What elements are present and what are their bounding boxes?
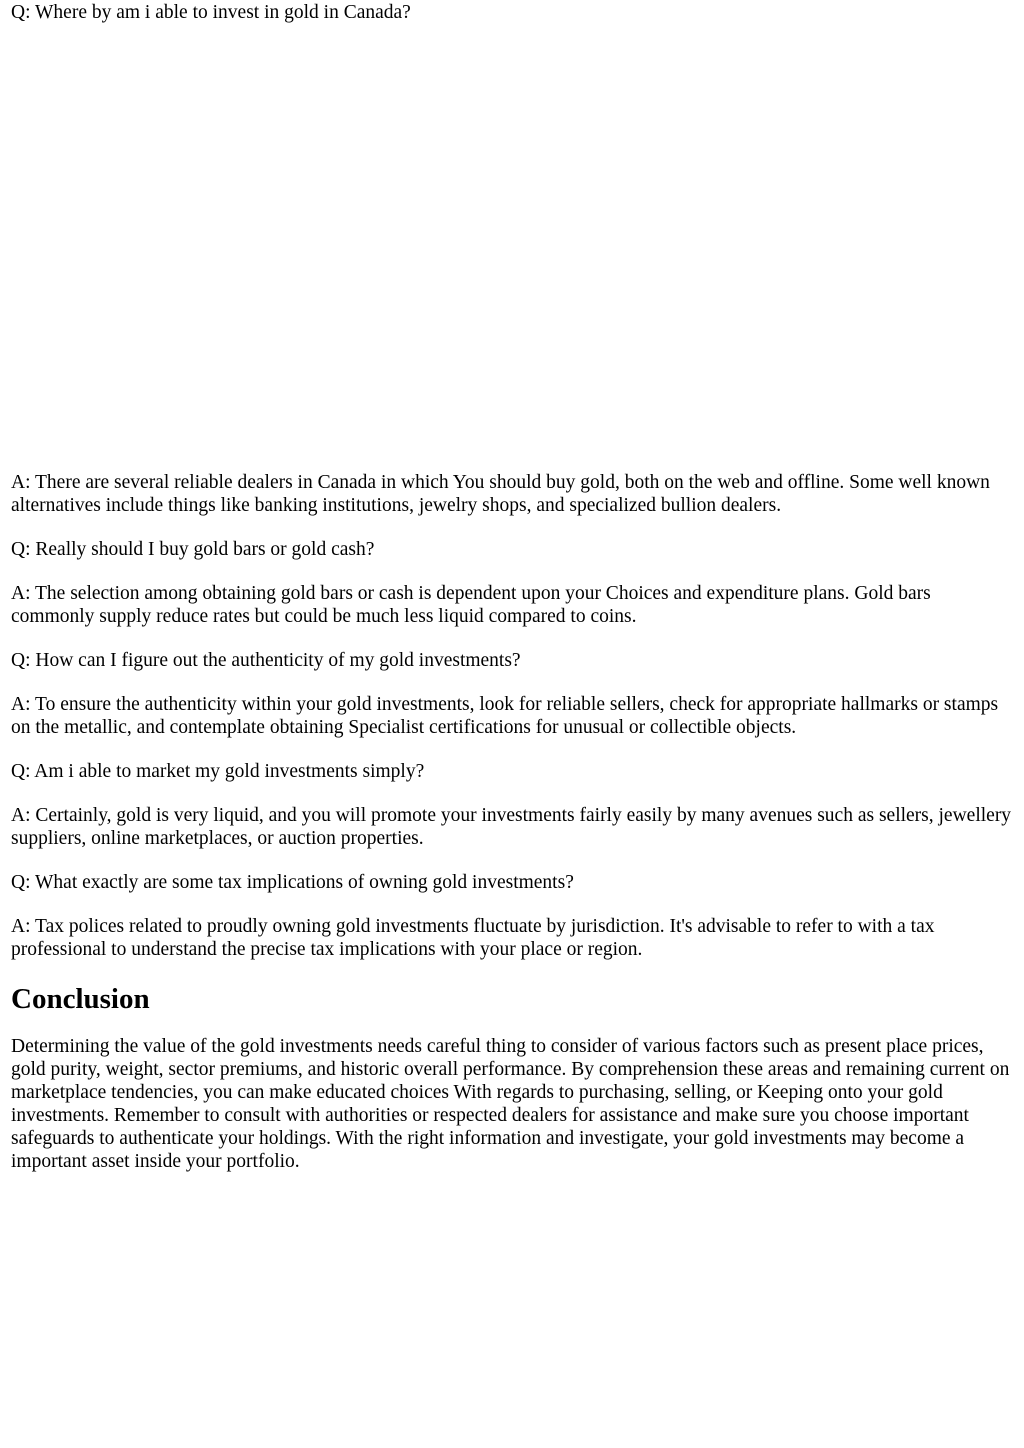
- faq-question-1: Q: Where by am i able to invest in gold in Canada?: [11, 2, 411, 23]
- conclusion-paragraph: Determining the value of the gold investments needs careful thing to consider of various factors such as present place prices, gold purity, weight, sector premiums, and historic overall performance. By comprehension these areas and remaining current on marketplace tendencies, you can make educated choices With regards to purchasing, selling, or Keeping onto your gold investments. Remember to consult with authorities or respected dealers for assistance and make sure you choose important safeguards to authenticate your holdings. With the right information and investigate, your gold investments may become a important asset inside your portfolio.: [11, 1036, 1010, 1172]
- faq-question-2: Q: Really should I buy gold bars or gold cash?: [11, 539, 375, 560]
- faq-answer-3: A: To ensure the authenticity within your gold investments, look for reliable sellers, check for appropriate hallmarks or stamps on the metallic, and contemplate obtaining Specialist certifications for unusual or collectible objects.: [11, 694, 999, 738]
- faq-question-5: Q: What exactly are some tax implications of owning gold investments?: [11, 872, 574, 893]
- faq-question-4: Q: Am i able to market my gold investments simply?: [11, 761, 425, 782]
- faq-question-3: Q: How can I figure out the authenticity of my gold investments?: [11, 650, 521, 671]
- faq-answer-2: A: The selection among obtaining gold bars or cash is dependent upon your Choices and expenditure plans. Gold bars commonly supply reduce rates but could be much less liquid compared to coins.: [11, 583, 931, 627]
- faq-answer-5: A: Tax polices related to proudly owning gold investments fluctuate by jurisdiction. It's advisable to refer to with a tax professional to understand the precise tax implications with your place or region.: [11, 916, 935, 960]
- conclusion-heading: Conclusion: [11, 983, 150, 1015]
- article-content: [11, 471, 1012, 1194]
- blank-image-area: [11, 30, 1012, 460]
- faq-answer-4: A: Certainly, gold is very liquid, and you will promote your investments fairly easily by many avenues such as sellers, jewellery suppliers, online marketplaces, or auction properties.: [11, 805, 1012, 849]
- faq-answer-1: A: There are several reliable dealers in Canada in which You should buy gold, both on the web and offline. Some well known alternatives include things like banking institutions, jewelry shops, and specialized bullion dealers.: [11, 472, 990, 516]
